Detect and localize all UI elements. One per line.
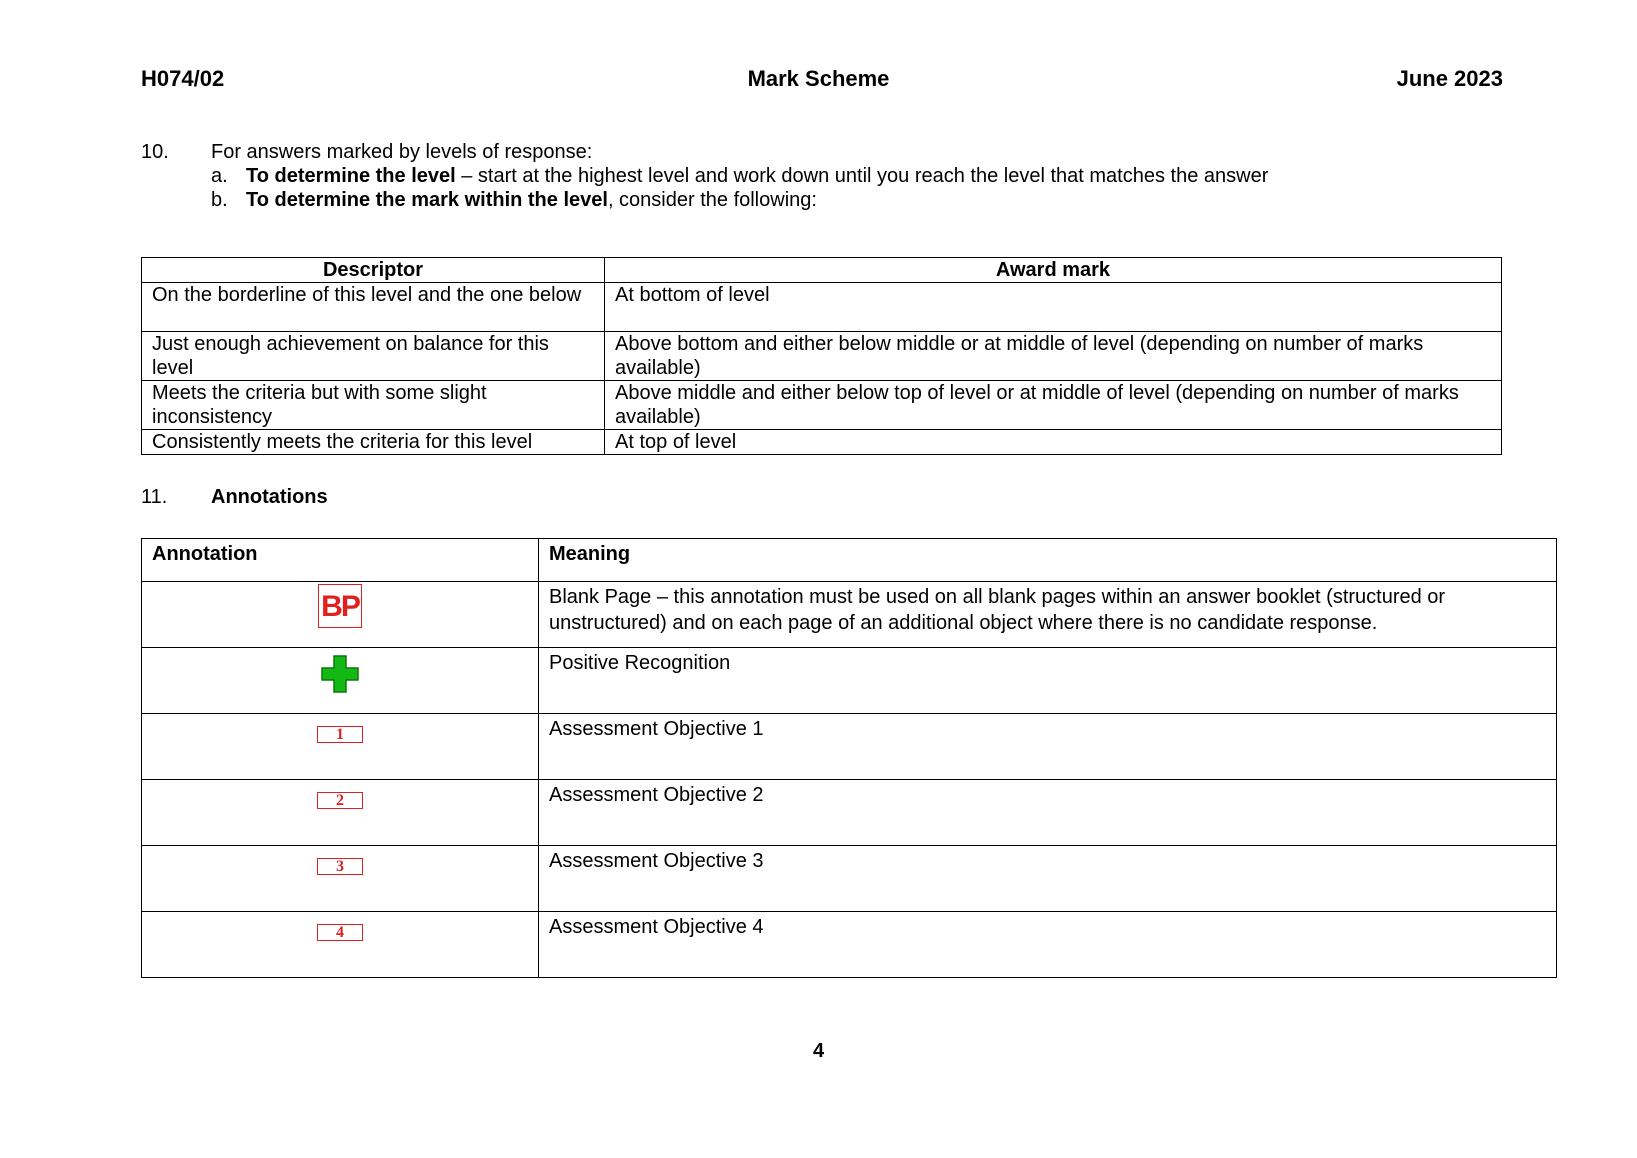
- section-11-number: 11.: [141, 486, 168, 508]
- table-row: [142, 381, 1502, 430]
- annotation-cell: [142, 714, 539, 780]
- section-10-number: 10.: [141, 141, 169, 163]
- ao1-icon: 1: [317, 726, 363, 743]
- meaning-cell: Blank Page – this annotation must be used on all blank pages within an answer booklet (structured or unstructured) and on each page of an additional object where there is no candidate response.: [539, 582, 1557, 648]
- blank-page-icon: BP: [318, 584, 362, 628]
- page-number: 4: [812, 1040, 825, 1062]
- annotation-cell: [142, 648, 539, 714]
- item-letter: a.: [211, 165, 228, 187]
- plus-icon: [320, 654, 360, 694]
- descriptor-cell: Meets the criteria but with some slight inconsistency: [142, 381, 605, 430]
- item-text: – start at the highest level and work down until you reach the level that matches the answer: [455, 165, 1269, 187]
- header-date: June 2023: [1396, 66, 1503, 91]
- table-row: [142, 332, 1502, 381]
- award-cell: At top of level: [605, 430, 1502, 455]
- award-mark-header: Award mark: [605, 258, 1502, 283]
- meaning-cell: Assessment Objective 4: [539, 912, 1557, 978]
- descriptor-cell: Consistently meets the criteria for this level: [142, 430, 605, 455]
- table-row: [142, 582, 1557, 648]
- table-row: [142, 714, 1557, 780]
- table-row: [142, 430, 1502, 455]
- award-cell: At bottom of level: [605, 283, 1502, 332]
- table-row: [142, 648, 1557, 714]
- item-bold: To determine the mark within the level: [246, 189, 608, 211]
- table-row: [142, 780, 1557, 846]
- meaning-cell: Assessment Objective 3: [539, 846, 1557, 912]
- ao3-icon: 3: [317, 858, 363, 875]
- section-10-item-b: [211, 188, 817, 213]
- item-text: , consider the following:: [607, 189, 817, 211]
- meaning-cell: Assessment Objective 1: [539, 714, 1557, 780]
- descriptor-cell: Just enough achievement on balance for this level: [142, 332, 605, 381]
- table-row: [142, 846, 1557, 912]
- annotation-cell: [142, 582, 539, 648]
- table-header-row: [142, 258, 1502, 283]
- annotation-cell: [142, 912, 539, 978]
- table-row: [142, 283, 1502, 332]
- section-11-title: Annotations: [211, 486, 328, 508]
- annotation-cell: [142, 780, 539, 846]
- item-bold: To determine the level: [246, 165, 456, 187]
- ao2-icon: 2: [317, 792, 363, 809]
- table-row: [142, 912, 1557, 978]
- levels-table: [141, 257, 1502, 455]
- meaning-cell: Positive Recognition: [539, 648, 1557, 714]
- annotation-cell: [142, 846, 539, 912]
- descriptor-header: Descriptor: [142, 258, 605, 283]
- award-cell: Above middle and either below top of level or at middle of level (depending on number of marks available): [605, 381, 1502, 430]
- meaning-header: Meaning: [539, 539, 1557, 582]
- meaning-cell: Assessment Objective 2: [539, 780, 1557, 846]
- annotations-table: [141, 538, 1557, 978]
- table-header-row: [142, 539, 1557, 582]
- ao4-icon: 4: [317, 924, 363, 941]
- annotation-header: Annotation: [142, 539, 539, 582]
- award-cell: Above bottom and either below middle or at middle of level (depending on number of marks available): [605, 332, 1502, 381]
- descriptor-cell: On the borderline of this level and the one below: [142, 283, 605, 332]
- section-10-item-a: [211, 164, 1268, 189]
- header-code: H074/02: [141, 66, 225, 91]
- section-10-intro: For answers marked by levels of response:: [211, 141, 593, 163]
- item-letter: b.: [211, 189, 228, 211]
- header-title: Mark Scheme: [747, 66, 890, 91]
